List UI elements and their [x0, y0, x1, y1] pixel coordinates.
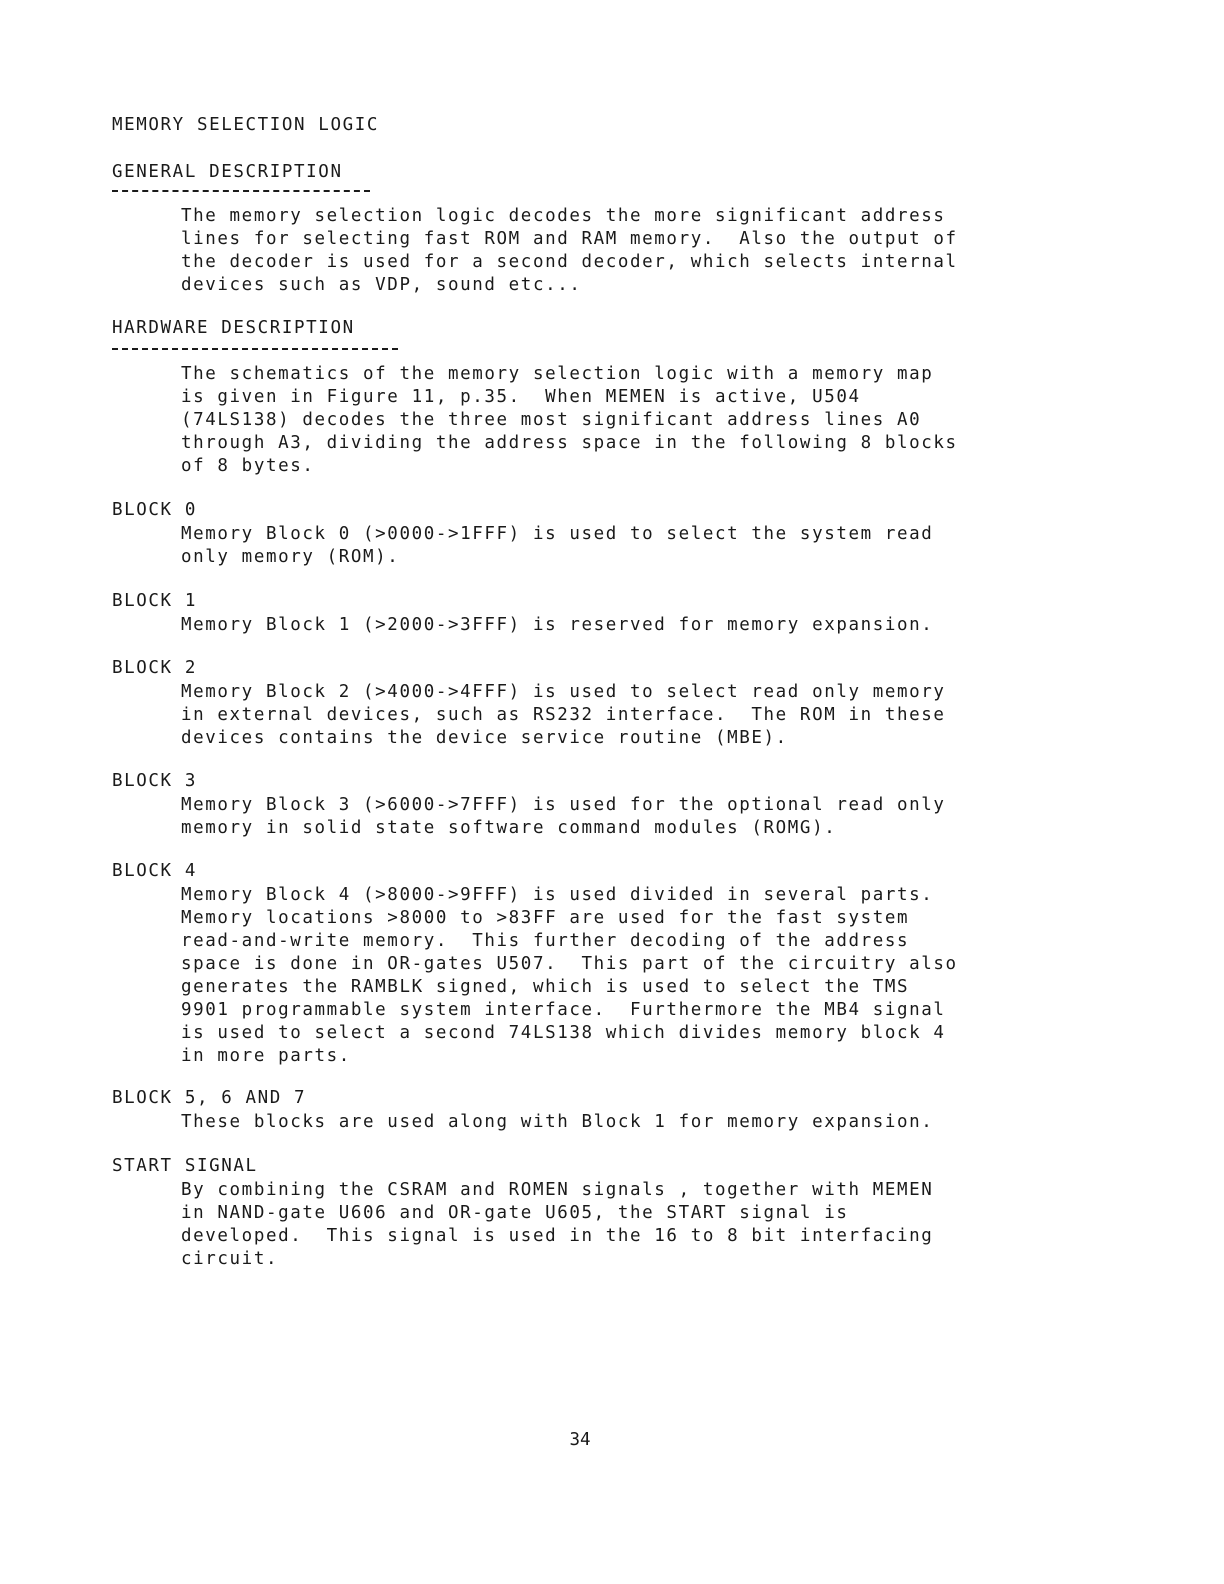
hardware-underline [112, 348, 398, 350]
general-underline [112, 190, 370, 192]
general-line: lines for selecting fast ROM and RAM memory. Also the output of [181, 229, 958, 249]
block-2-heading: BLOCK 2 [112, 658, 197, 678]
start-signal-line: circuit. [181, 1249, 279, 1269]
block-4-line: read-and-write memory. This further decoding of the address [181, 931, 910, 951]
page-title: MEMORY SELECTION LOGIC [112, 115, 379, 135]
start-signal-line: By combining the CSRAM and ROMEN signals , together with MEMEN [181, 1180, 934, 1200]
block-3-heading: BLOCK 3 [112, 771, 197, 791]
block-1-heading: BLOCK 1 [112, 591, 197, 611]
block-5-7-line: These blocks are used along with Block 1 for memory expansion. [181, 1112, 934, 1132]
start-signal-line: in NAND-gate U606 and OR-gate U605, the START signal is [181, 1203, 849, 1223]
start-signal-heading: START SIGNAL [112, 1156, 258, 1176]
hardware-line: (74LS138) decodes the three most significant address lines A0 [181, 410, 922, 430]
start-signal-line: developed. This signal is used in the 16 to 8 bit interfacing [181, 1226, 934, 1246]
general-line: The memory selection logic decodes the more significant address [181, 206, 946, 226]
block-4-line: generates the RAMBLK signed, which is used to select the TMS [181, 977, 910, 997]
hardware-line: is given in Figure 11, p.35. When MEMEN is active, U504 [181, 387, 861, 407]
general-line: devices such as VDP, sound etc... [181, 275, 582, 295]
block-4-line: space is done in OR-gates U507. This part of the circuitry also [181, 954, 958, 974]
block-0-heading: BLOCK 0 [112, 500, 197, 520]
block-1-line: Memory Block 1 (>2000->3FFF) is reserved for memory expansion. [181, 615, 934, 635]
hardware-heading: HARDWARE DESCRIPTION [112, 318, 355, 338]
block-0-line: Memory Block 0 (>0000->1FFF) is used to select the system read [181, 524, 934, 544]
block-2-line: Memory Block 2 (>4000->4FFF) is used to select read only memory [181, 682, 946, 702]
block-4-line: in more parts. [181, 1046, 351, 1066]
block-4-line: Memory Block 4 (>8000->9FFF) is used divided in several parts. [181, 885, 934, 905]
general-heading: GENERAL DESCRIPTION [112, 162, 343, 182]
block-3-line: memory in solid state software command modules (ROMG). [181, 818, 837, 838]
hardware-line: through A3, dividing the address space in the following 8 blocks [181, 433, 958, 453]
block-4-line: Memory locations >8000 to >83FF are used for the fast system [181, 908, 910, 928]
block-2-line: in external devices, such as RS232 interface. The ROM in these [181, 705, 946, 725]
general-line: the decoder is used for a second decoder, which selects internal [181, 252, 958, 272]
block-2-line: devices contains the device service routine (MBE). [181, 728, 788, 748]
page-number: 34 [569, 1430, 591, 1450]
hardware-line: The schematics of the memory selection logic with a memory map [181, 364, 934, 384]
hardware-line: of 8 bytes. [181, 456, 315, 476]
block-3-line: Memory Block 3 (>6000->7FFF) is used for the optional read only [181, 795, 946, 815]
block-0-line: only memory (ROM). [181, 547, 400, 567]
block-5-7-heading: BLOCK 5, 6 AND 7 [112, 1088, 307, 1108]
block-4-heading: BLOCK 4 [112, 861, 197, 881]
block-4-line: 9901 programmable system interface. Furthermore the MB4 signal [181, 1000, 946, 1020]
block-4-line: is used to select a second 74LS138 which divides memory block 4 [181, 1023, 946, 1043]
